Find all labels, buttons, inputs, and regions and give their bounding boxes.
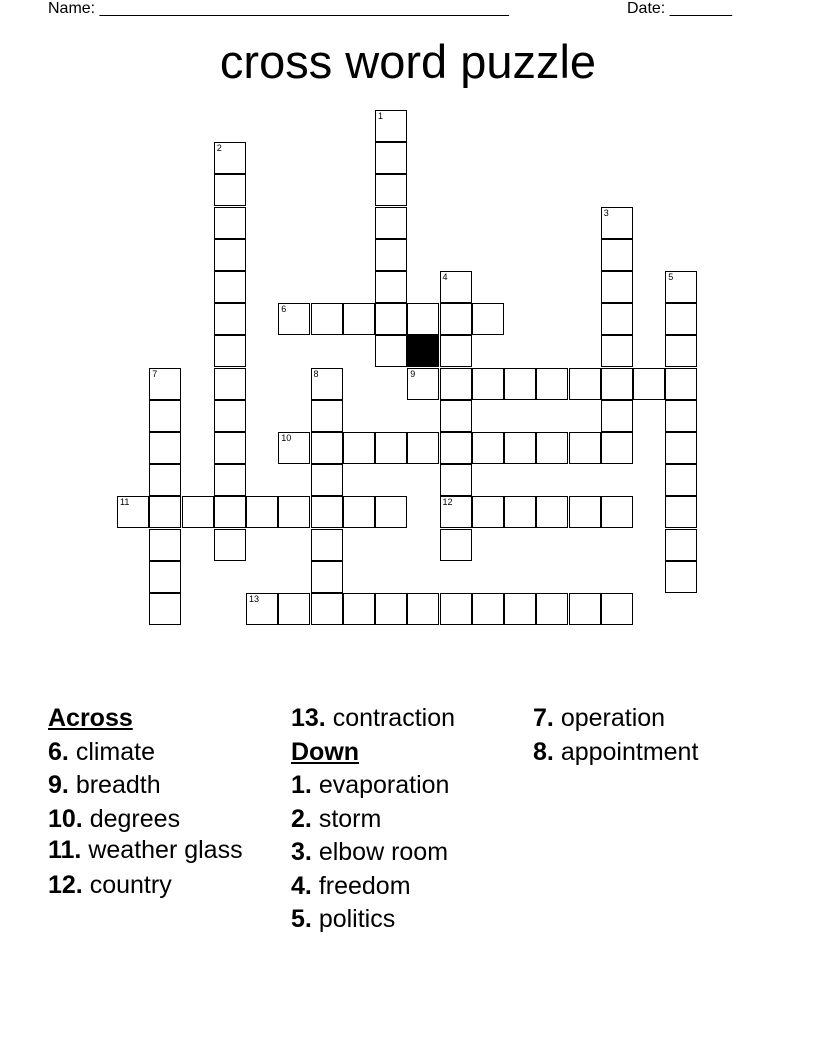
- grid-cell[interactable]: [375, 110, 407, 142]
- clue-down-2: 2. storm: [291, 804, 382, 833]
- clue-down-4: 4. freedom: [291, 871, 411, 900]
- clue-down-7: 7. operation: [533, 704, 666, 732]
- grid-cell[interactable]: [278, 593, 310, 625]
- grid-cell[interactable]: [440, 303, 472, 335]
- grid-cell[interactable]: [601, 335, 633, 367]
- clue-number: 5: [668, 272, 674, 282]
- grid-black-cell: [407, 335, 439, 367]
- grid-cell[interactable]: [536, 496, 568, 528]
- grid-cell[interactable]: [665, 303, 697, 335]
- clue-number: 12: [442, 497, 453, 508]
- grid-cell[interactable]: [149, 400, 181, 432]
- grid-cell[interactable]: [214, 400, 246, 432]
- grid-cell[interactable]: [665, 271, 697, 303]
- grid-cell[interactable]: [601, 496, 633, 528]
- grid-cell[interactable]: [375, 303, 407, 335]
- grid-cell[interactable]: [182, 496, 214, 528]
- grid-cell[interactable]: [246, 593, 278, 625]
- grid-cell[interactable]: [504, 368, 536, 400]
- grid-cell[interactable]: [375, 593, 407, 625]
- grid-cell[interactable]: [440, 593, 472, 625]
- grid-cell[interactable]: [665, 464, 697, 496]
- grid-cell[interactable]: [440, 496, 472, 528]
- clue-across-10: 10. degrees: [48, 804, 181, 833]
- grid-cell[interactable]: [375, 271, 407, 303]
- grid-cell[interactable]: [665, 529, 697, 561]
- grid-cell[interactable]: [536, 432, 568, 464]
- across-heading: Across: [48, 704, 133, 732]
- grid-cell[interactable]: [311, 561, 343, 593]
- grid-cell[interactable]: [214, 303, 246, 335]
- grid-cell[interactable]: [569, 368, 601, 400]
- grid-cell[interactable]: [278, 303, 310, 335]
- grid-cell[interactable]: [149, 432, 181, 464]
- grid-cell[interactable]: [149, 464, 181, 496]
- grid-cell[interactable]: [440, 432, 472, 464]
- clue-across-13: 13. contraction: [291, 704, 456, 732]
- grid-cell[interactable]: [601, 303, 633, 335]
- grid-cell[interactable]: [665, 496, 697, 528]
- grid-cell[interactable]: [117, 496, 149, 528]
- clue-number: 6: [281, 304, 287, 315]
- grid-cell[interactable]: [504, 432, 536, 464]
- grid-cell[interactable]: [601, 271, 633, 303]
- clue-column-1: [48, 702, 258, 903]
- grid-cell[interactable]: [149, 529, 181, 561]
- grid-cell[interactable]: [311, 593, 343, 625]
- clue-down-1: 1. evaporation: [291, 771, 450, 799]
- grid-cell[interactable]: [472, 496, 504, 528]
- grid-cell[interactable]: [246, 496, 278, 528]
- grid-cell[interactable]: [311, 303, 343, 335]
- grid-cell[interactable]: [536, 593, 568, 625]
- clue-number: 2: [216, 143, 222, 154]
- down-heading: Down: [291, 737, 360, 766]
- clue-column-2: [291, 702, 511, 937]
- grid-cell[interactable]: [536, 368, 568, 400]
- grid-cell[interactable]: [407, 432, 439, 464]
- grid-cell[interactable]: [311, 400, 343, 432]
- grid-cell[interactable]: [601, 432, 633, 464]
- page-title: cross word puzzle: [219, 35, 597, 88]
- grid-cell[interactable]: [343, 303, 375, 335]
- grid-cell[interactable]: [311, 529, 343, 561]
- clue-across-11: 11. weather glass: [48, 836, 243, 864]
- clue-across-12: 12. country: [48, 871, 172, 899]
- grid-cell[interactable]: [665, 400, 697, 432]
- date-field: Date: _______: [627, 0, 732, 17]
- grid-cell[interactable]: [311, 432, 343, 464]
- grid-cell[interactable]: [601, 368, 633, 400]
- grid-cell[interactable]: [149, 561, 181, 593]
- grid-cell[interactable]: [214, 239, 246, 271]
- grid-cell[interactable]: [343, 593, 375, 625]
- grid-cell[interactable]: [343, 432, 375, 464]
- grid-cell[interactable]: [214, 335, 246, 367]
- clue-down-3: 3. elbow room: [291, 838, 449, 866]
- grid-cell[interactable]: [311, 464, 343, 496]
- grid-cell[interactable]: [472, 432, 504, 464]
- grid-cell[interactable]: [149, 496, 181, 528]
- grid-cell[interactable]: [375, 174, 407, 206]
- grid-cell[interactable]: [407, 303, 439, 335]
- clue-number: 13: [249, 594, 260, 604]
- grid-cell[interactable]: [214, 271, 246, 303]
- grid-cell[interactable]: [665, 335, 697, 367]
- grid-cell[interactable]: [633, 368, 665, 400]
- grid-cell[interactable]: [214, 529, 246, 561]
- grid-cell[interactable]: [214, 496, 246, 528]
- clue-number: 1: [378, 111, 384, 121]
- grid-cell[interactable]: [665, 368, 697, 400]
- grid-cell[interactable]: [504, 593, 536, 625]
- clue-number: 10: [281, 433, 292, 443]
- clue-across-6: 6. climate: [48, 737, 155, 766]
- clue-number: 7: [152, 368, 158, 379]
- grid-cell[interactable]: [472, 303, 504, 335]
- grid-cell[interactable]: [278, 432, 310, 464]
- grid-cell[interactable]: [375, 207, 407, 239]
- name-field: Name: ______________________________________________: [48, 0, 509, 17]
- grid-cell[interactable]: [665, 432, 697, 464]
- grid-cell[interactable]: [214, 432, 246, 464]
- grid-cell[interactable]: [601, 207, 633, 239]
- grid-cell[interactable]: [214, 142, 246, 174]
- clue-down-8: 8. appointment: [533, 737, 699, 766]
- grid-cell[interactable]: [569, 593, 601, 625]
- grid-cell[interactable]: [375, 496, 407, 528]
- grid-cell[interactable]: [149, 593, 181, 625]
- grid-cell[interactable]: [472, 368, 504, 400]
- grid-cell[interactable]: [375, 239, 407, 271]
- grid-cell[interactable]: [569, 432, 601, 464]
- grid-cell[interactable]: [375, 142, 407, 174]
- grid-cell[interactable]: [214, 368, 246, 400]
- clue-number: 8: [313, 368, 319, 379]
- clue-number: 4: [442, 272, 448, 282]
- grid-cell[interactable]: [214, 174, 246, 206]
- grid-cell[interactable]: [311, 496, 343, 528]
- grid-cell[interactable]: [665, 561, 697, 593]
- grid-cell[interactable]: [440, 271, 472, 303]
- grid-cell[interactable]: [278, 496, 310, 528]
- grid-cell[interactable]: [343, 496, 375, 528]
- grid-cell[interactable]: [375, 432, 407, 464]
- grid-cell[interactable]: [214, 464, 246, 496]
- clue-number: 9: [410, 368, 416, 379]
- grid-cell[interactable]: [375, 335, 407, 367]
- clue-across-9: 9. breadth: [48, 771, 161, 799]
- grid-cell[interactable]: [149, 368, 181, 400]
- grid-cell[interactable]: [407, 368, 439, 400]
- grid-cell[interactable]: [440, 400, 472, 432]
- clue-column-3: [533, 702, 773, 769]
- clue-number: 11: [120, 497, 130, 508]
- clue-down-5: 5. politics: [291, 905, 396, 933]
- grid-cell[interactable]: [440, 335, 472, 367]
- grid-cell[interactable]: [311, 368, 343, 400]
- grid-cell[interactable]: [601, 239, 633, 271]
- grid-cell[interactable]: [601, 400, 633, 432]
- grid-cell[interactable]: [407, 593, 439, 625]
- grid-cell[interactable]: [440, 529, 472, 561]
- grid-cell[interactable]: [440, 368, 472, 400]
- grid-cell[interactable]: [601, 593, 633, 625]
- grid-cell[interactable]: [472, 593, 504, 625]
- clue-number: 3: [603, 207, 609, 218]
- grid-cell[interactable]: [440, 464, 472, 496]
- grid-cell[interactable]: [569, 496, 601, 528]
- grid-cell[interactable]: [214, 207, 246, 239]
- grid-cell[interactable]: [504, 496, 536, 528]
